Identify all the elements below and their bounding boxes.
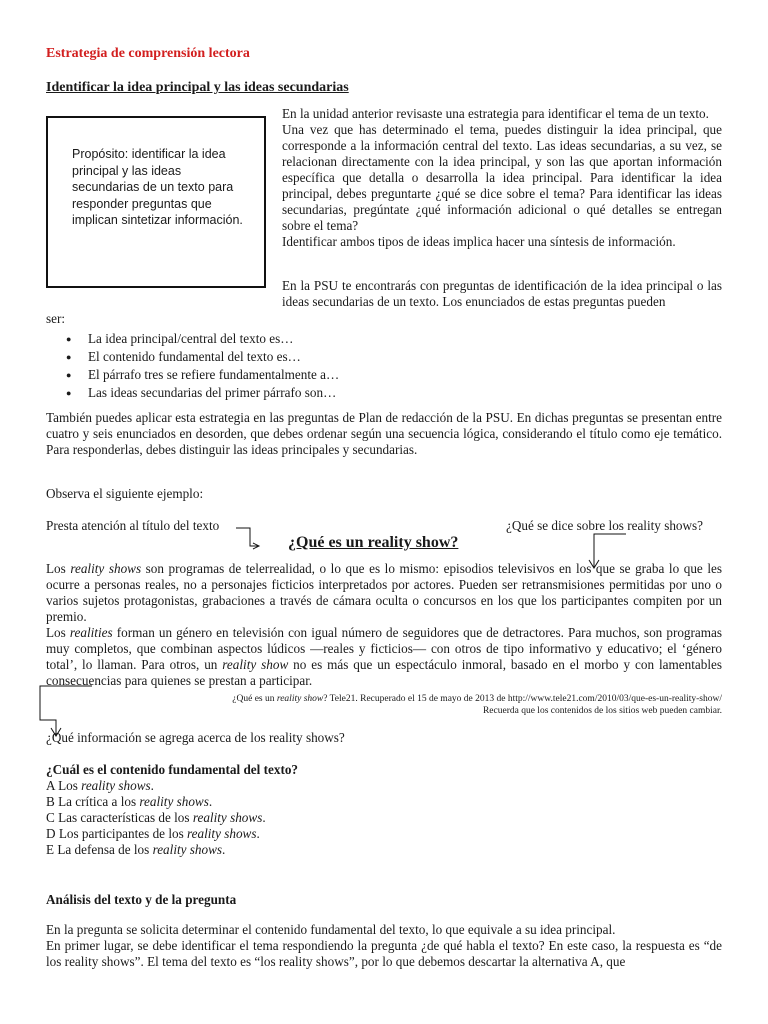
arrow-to-main-idea xyxy=(594,534,626,568)
example-paragraph-2: Los realities forman un género en televisión con igual número de seguidores que de detractores. Para muchos, son programas muy completos, que combinan aspectos lúdicos —reales y ficticios— con otros de tipo informativo y educativo; el ‘género total’, lo llaman. Para otros, un reality show no es más que un espectáculo inmoral, basado en el morbo y con lamentables consecuencias para quienes se prestan a participar. xyxy=(46,625,723,688)
intro-p3: Identificar ambos tipos de ideas implica hacer una síntesis de información. xyxy=(282,234,676,249)
intro-p1: En la unidad anterior revisaste una estrategia para identificar el tema de un texto. xyxy=(282,106,709,121)
analysis-p2: En primer lugar, se debe identificar el tema respondiendo la pregunta ¿de qué habla el texto? En este caso, la respuesta es “de los reality shows”. El tema del texto es “los reality shows”, por lo que debemos descartar la alternativa A, que xyxy=(46,938,722,969)
list-item: ● El párrafo tres se refiere fundamentalmente a… xyxy=(88,367,339,385)
list-item: ● El contenido fundamental del texto es… xyxy=(88,349,339,367)
answer-option-a: A Los reality shows. xyxy=(46,778,154,793)
plan-redaccion-paragraph: También puedes aplicar esta estrategia en las preguntas de Plan de redacción de la PSU. En dichas preguntas se presentan entre cuatro y seis enunciados en desorden, que debes ordenar según una secuencia lógica, considerando el título como eje temático. Para responderlas, debes distinguir las ideas principales y secundarias. xyxy=(46,410,722,457)
note-title-attention: Presta atención al título del texto xyxy=(46,518,220,533)
section-title: Identificar la idea principal y las ideas secundarias xyxy=(46,80,349,95)
question-additional-info: ¿Qué información se agrega acerca de los reality shows? xyxy=(46,730,345,745)
example-heading: ¿Qué es un reality show? xyxy=(288,534,459,551)
citation-source: ¿Qué es un reality show? Tele21. Recuperado el 15 de mayo de 2013 de http://www.tele21.com/2010/03/que-es-un-reality-show/ xyxy=(232,694,722,704)
list-item: ● Las ideas secundarias del primer párrafo son… xyxy=(88,385,339,403)
note-what-is-said: ¿Qué se dice sobre los reality shows? xyxy=(506,518,704,533)
purpose-text: Propósito: identificar la idea principal y las ideas secundarias de un texto para responder preguntas que implican sintetizar información. xyxy=(72,147,243,227)
list-item: ● La idea principal/central del texto es… xyxy=(88,331,339,349)
answer-option-d: D Los participantes de los reality shows. xyxy=(46,826,260,841)
answer-option-e: E La defensa de los reality shows. xyxy=(46,842,226,857)
document-title: Estrategia de comprensión lectora xyxy=(46,46,250,61)
example-intro: Observa el siguiente ejemplo: xyxy=(46,486,204,501)
question-main-content: ¿Cuál es el contenido fundamental del texto? xyxy=(46,762,299,777)
arrow-to-info-question xyxy=(40,686,92,736)
answer-option-c: C Las características de los reality shows. xyxy=(46,810,266,825)
answer-option-b: B La crítica a los reality shows. xyxy=(46,794,213,809)
example-paragraph-1: Los reality shows son programas de telerrealidad, o lo que es lo mismo: episodios televisivos en los que se graba lo que les ocurre a personas reales, no a personajes ficticios interpretados por actores. Pueden ser retransmisiones permitidas por uno o varios sujetos protagonistas, grabaciones a través de cámara oculta o concursos en los que los participantes compiten por un premio. xyxy=(46,561,722,624)
citation-note: Recuerda que los contenidos de los sitios web pueden cambiar. xyxy=(482,706,722,716)
psu-paragraph: En la PSU te encontrarás con preguntas de identificación de la idea principal o las ideas secundarias de un texto. Los enunciados de estas preguntas pueden xyxy=(282,278,722,309)
analysis-p1: En la pregunta se solicita determinar el contenido fundamental del texto, lo que equivale a su idea principal. xyxy=(46,922,616,937)
psu-continuation: ser: xyxy=(46,311,66,326)
intro-p2: Una vez que has determinado el tema, puedes distinguir la idea principal, que corresponde a la información central del texto. Las ideas secundarias, a su vez, se relacionan directamente con la idea principal, y son las que aportan información específica que detalla o desarrolla la idea principal. Para identificar la idea principal, debes preguntarte ¿qué se dice sobre el tema? Para identificar las ideas secundarias, pregúntate ¿qué información adicional o qué detalles se entregan sobre el tema? xyxy=(282,122,722,233)
analysis-title: Análisis del texto y de la pregunta xyxy=(46,892,237,907)
